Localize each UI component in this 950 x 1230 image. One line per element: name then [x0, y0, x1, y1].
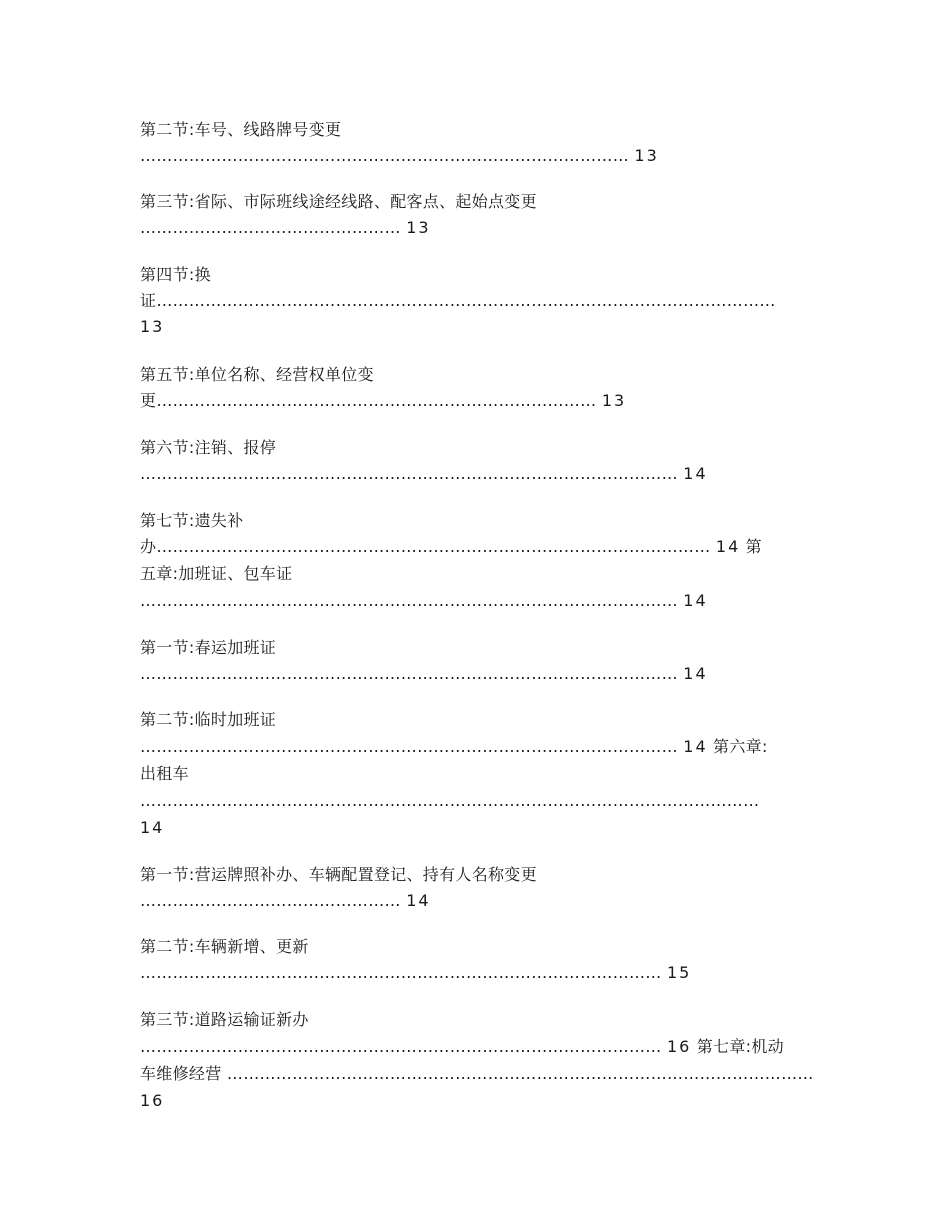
dot-leader: …………………………………………………………………………………… [140, 1037, 662, 1056]
toc-entry-leader [140, 537, 762, 557]
chapter-title: 第 [745, 537, 762, 556]
dot-leader: …………………………………………………………………………………………………… [156, 291, 776, 310]
page-number: 14 [683, 664, 708, 683]
page-number: 16 [667, 1037, 692, 1056]
toc-entry-leader [140, 891, 431, 911]
chapter-title-cont: 五章:加班证、包车证 [140, 564, 293, 583]
toc-entry-title: 第二节:临时加班证 [140, 710, 277, 729]
dot-leader: ……………………………………………………………………………… [140, 146, 629, 165]
toc-entry-leader [140, 664, 708, 684]
dot-leader: ……………………………………………………………………………………… [140, 737, 678, 756]
dot-leader: ………………………………………… [140, 891, 401, 910]
page-number: 13 [601, 391, 627, 410]
toc-entry-leader [140, 791, 759, 811]
dot-leader: ……………………………………………………………………………………… [140, 664, 678, 683]
toc-entry-leader [140, 218, 431, 238]
page-number: 14 [406, 891, 431, 910]
toc-entry-title: 第五节:单位名称、经营权单位变 [140, 365, 374, 384]
toc-entry-title-cont: 更 [140, 391, 157, 410]
dot-leader: ………………………………………………………………………………………… [156, 537, 711, 556]
toc-entry-title: 第二节:车号、线路牌号变更 [140, 120, 342, 139]
page-number: 14 [683, 591, 708, 610]
toc-entry-title: 第三节:省际、市际班线途经线路、配客点、起始点变更 [140, 192, 537, 211]
toc-entry-page-line [140, 818, 164, 838]
toc-entry-leader [140, 1064, 814, 1084]
toc-entry-leader [140, 391, 626, 411]
toc-entry-title: 第七节:遗失补 [140, 511, 244, 530]
toc-entry-leader [140, 591, 708, 611]
page-number: 14 [683, 464, 708, 483]
toc-entry-leader [140, 146, 659, 166]
dot-leader: ………………………………………… [140, 218, 401, 237]
dot-leader: …………………………………………………………………………………………………… [140, 791, 760, 810]
chapter-title: 第七章:机动 [696, 1037, 784, 1056]
chapter-title-cont: 出租车 [140, 764, 189, 783]
dot-leader: ……………………………………………………………………………………………… [226, 1064, 814, 1083]
toc-entry-title: 第一节:营运牌照补办、车辆配置登记、持有人名称变更 [140, 865, 537, 884]
page-number: 13 [634, 146, 659, 165]
toc-entry-title: 第六节:注销、报停 [140, 438, 277, 457]
page-number: 14 [140, 818, 165, 837]
chapter-title-cont: 车维修经营 [140, 1064, 222, 1083]
page-number: 13 [406, 218, 431, 237]
page-number: 13 [140, 317, 165, 336]
page-number: 16 [140, 1091, 165, 1110]
toc-entry-title: 第三节:道路运输证新办 [140, 1010, 309, 1029]
page-number: 14 [683, 737, 708, 756]
toc-entry-leader [140, 464, 708, 484]
chapter-title: 第六章: [713, 737, 768, 756]
toc-entry-title: 第四节:换 [140, 265, 211, 284]
toc-entry-page-line [140, 1091, 164, 1111]
toc-entry-leader [140, 737, 768, 757]
dot-leader: ……………………………………………………………………… [156, 391, 597, 410]
toc-entry-leader [140, 1037, 784, 1057]
toc-entry-title-cont: 办 [140, 537, 157, 556]
dot-leader: ……………………………………………………………………………………… [140, 591, 678, 610]
dot-leader: …………………………………………………………………………………… [140, 963, 662, 982]
toc-entry-page-line [140, 317, 164, 337]
toc-entry-leader [140, 291, 776, 311]
toc-entry-title: 第一节:春运加班证 [140, 638, 277, 657]
dot-leader: ……………………………………………………………………………………… [140, 464, 678, 483]
toc-entry-title-cont: 证 [140, 291, 157, 310]
page-number: 14 [715, 537, 741, 556]
toc-entry-title: 第二节:车辆新增、更新 [140, 937, 309, 956]
toc-entry-leader [140, 963, 691, 983]
page-number: 15 [667, 963, 692, 982]
